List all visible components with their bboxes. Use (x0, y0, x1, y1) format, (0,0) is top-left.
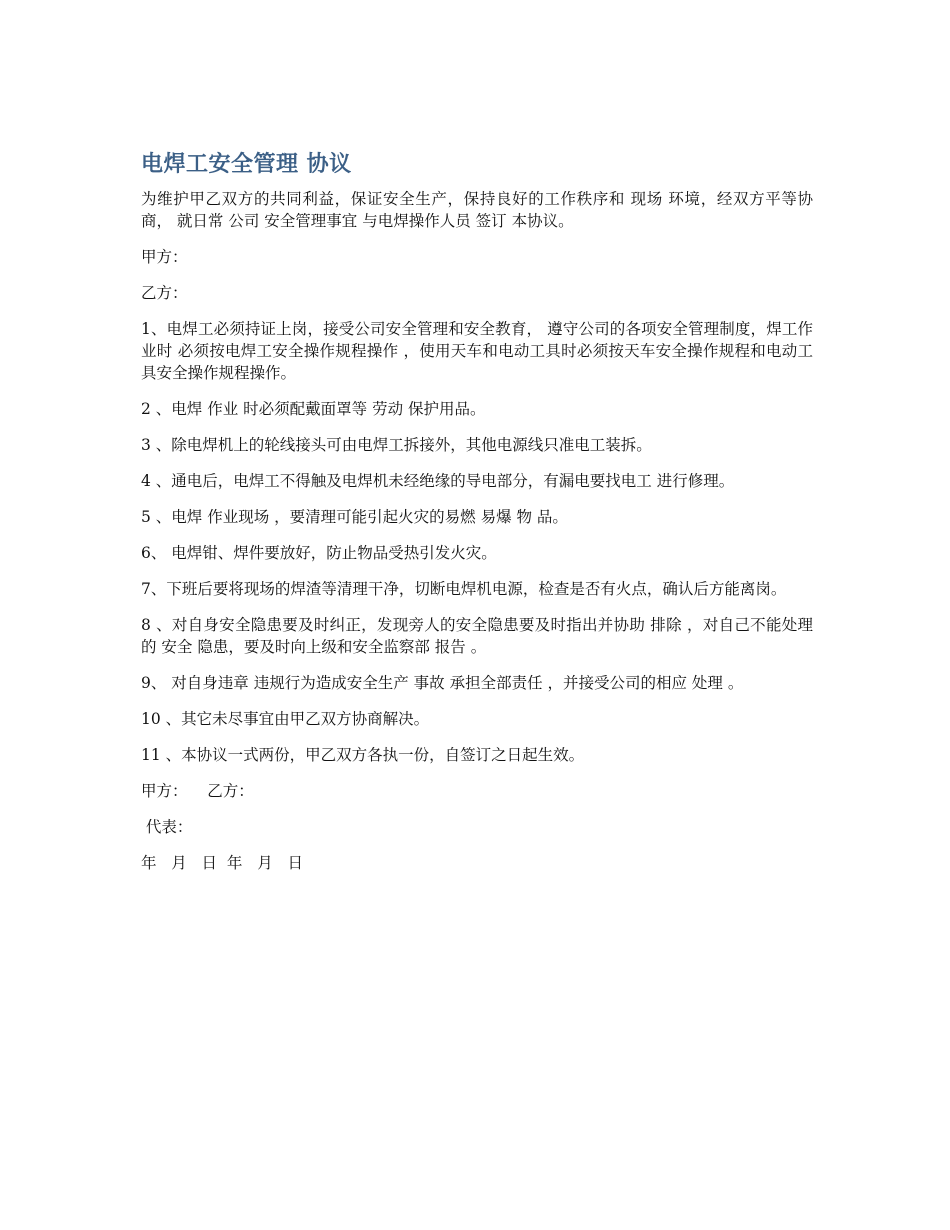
party-b-label: 乙方： (141, 284, 188, 302)
clause-4: 4 、通电后，电焊工不得触及电焊机未经绝缘的导电部分，有漏电要找电工 进行修理。 (141, 472, 735, 490)
clause-6: 6、 电焊钳、焊件要放好，防止物品受热引发火灾。 (141, 544, 497, 562)
signature-representative-line: 代表： (141, 818, 193, 836)
clause-10: 10 、其它未尽事宜由甲乙双方协商解决。 (141, 710, 430, 728)
clause-8: 8 、对自身安全隐患要及时纠正，发现旁人的安全隐患要及时指出并协助 排除 ，对自己不能处理的 安全 隐患，要及时向上级和安全监察部 报告 。 (141, 616, 813, 656)
clause-9: 9、 对自身违章 违规行为造成安全生产 事故 承担全部责任 ，并接受公司的相应 处理 。 (141, 674, 744, 692)
clause-1: 1、电焊工必须持证上岗，接受公司安全管理和安全教育， 遵守公司的各项安全管理制度，焊工作业时 必须按电焊工安全操作规程操作 ，使用天车和电动工具时必须按天车安全操作规程和电动工具安全操作规程操作。 (141, 320, 813, 382)
signature-date-line: 年 月 日 年 月 日 (141, 854, 303, 872)
clause-11: 11 、本协议一式两份，甲乙双方各执一份，自签订之日起生效。 (141, 746, 585, 764)
signature-parties-line: 甲方： 乙方： (141, 782, 254, 800)
clause-7: 7、下班后要将现场的焊渣等清理干净，切断电焊机电源，检查是否有火点，确认后方能离岗。 (141, 580, 787, 598)
clause-2: 2 、电焊 作业 时必须配戴面罩等 劳动 保护用品。 (141, 400, 486, 418)
intro-paragraph: 为维护甲乙双方的共同利益，保证安全生产，保持良好的工作秩序和 现场 环境，经双方平等协商， 就日常 公司 安全管理事宜 与电焊操作人员 签订 本协议。 (141, 190, 813, 230)
party-a-label: 甲方： (141, 248, 188, 266)
document-title: 电焊工安全管理 协议 (141, 152, 352, 177)
clause-5: 5 、电焊 作业现场 ，要清理可能引起火灾的易燃 易爆 物 品。 (141, 508, 568, 526)
document-page (141, 150, 813, 888)
clause-3: 3 、除电焊机上的轮线接头可由电焊工拆接外，其他电源线只准电工装拆。 (141, 436, 652, 454)
